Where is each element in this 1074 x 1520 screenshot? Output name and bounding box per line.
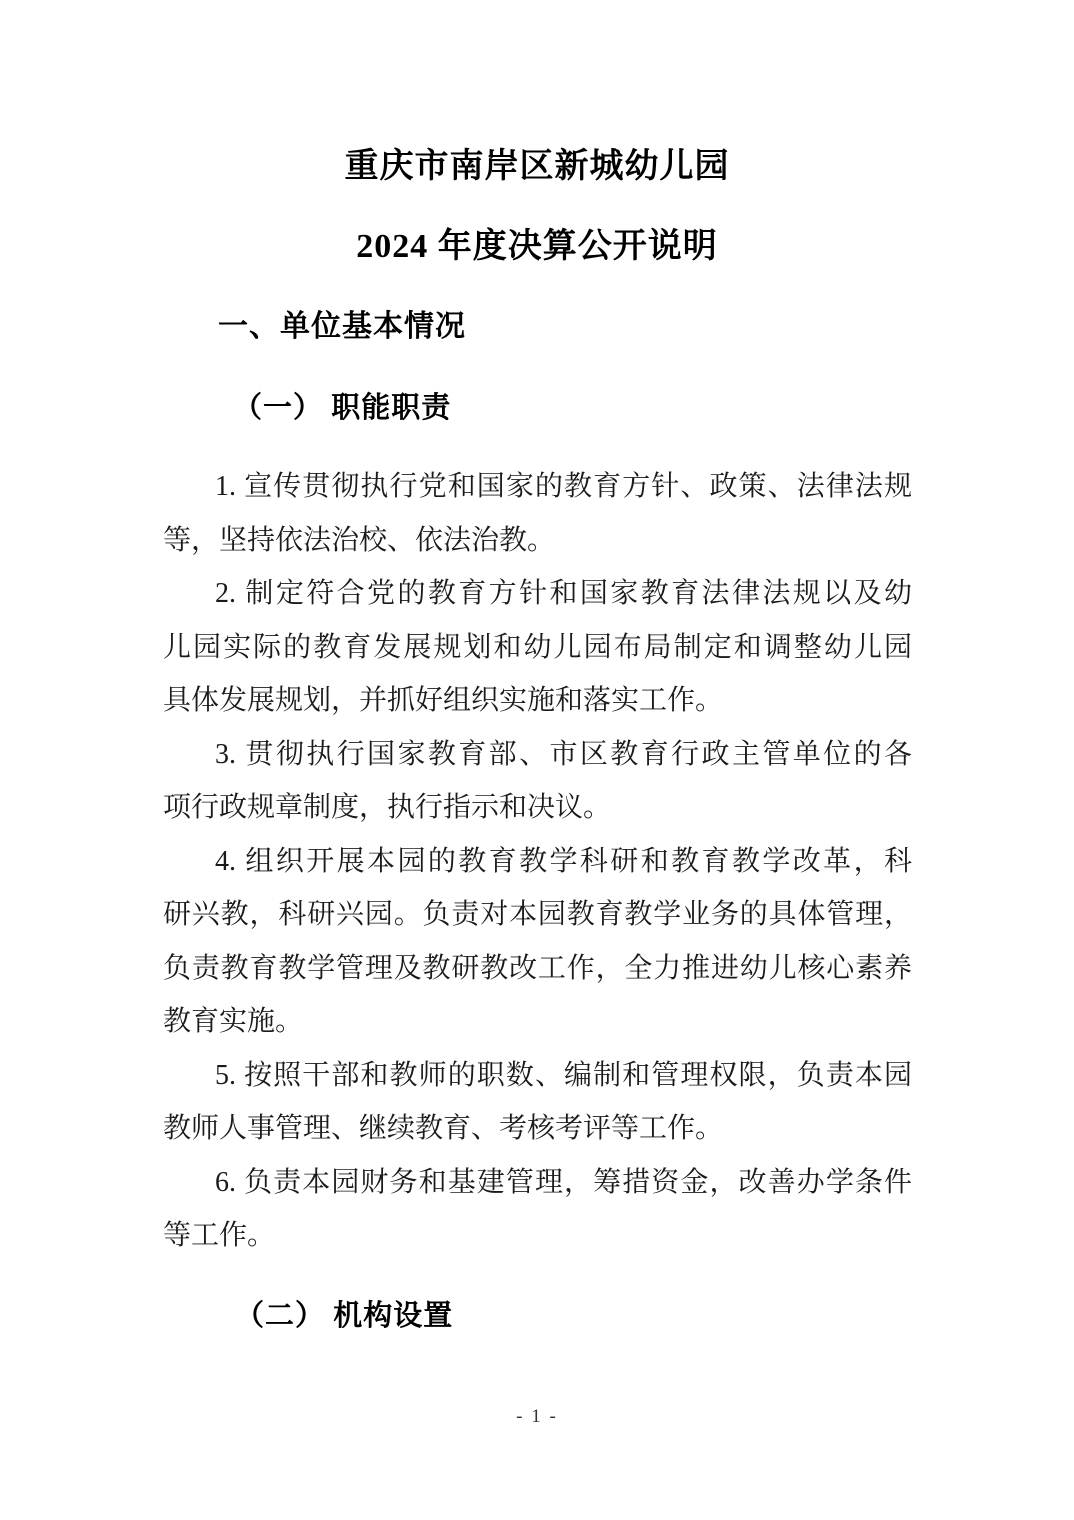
subsection-heading-functions: （一） 职能职责 [233,392,452,424]
paragraph-4-line-1: 4. 组织开展本园的教育教学科研和教育教学改革，科 [215,845,912,877]
subsection-heading-organization: （二） 机构设置 [235,1300,454,1332]
paragraph-5-line-2: 教师人事管理、继续教育、考核考评等工作。 [163,1113,724,1144]
paragraph-2-line-3: 具体发展规划，并抓好组织实施和落实工作。 [163,685,724,716]
page-number: - 1 - [516,1406,558,1427]
document-subtitle: 2024 年度决算公开说明 [356,228,718,265]
paragraph-6-line-1: 6. 负责本园财务和基建管理，筹措资金，改善办学条件 [215,1166,912,1198]
paragraph-1-line-2: 等，坚持依法治校、依法治教。 [163,524,556,556]
document-body [163,460,912,1263]
paragraph-4-line-3: 负责教育教学管理及教研教改工作，全力推进幼儿核心素养 [163,952,912,984]
section-heading-basic-info: 一、单位基本情况 [218,310,466,343]
document-title: 重庆市南岸区新城幼儿园 [344,148,730,185]
paragraph-3-line-2: 项行政规章制度，执行指示和决议。 [163,792,612,823]
paragraph-4-line-4: 教育实施。 [163,1006,304,1037]
paragraph-1-line-1: 1. 宣传贯彻执行党和国家的教育方针、政策、法律法规 [215,471,912,502]
paragraph-3-line-1: 3. 贯彻执行国家教育部、市区教育行政主管单位的各 [215,738,912,770]
paragraph-4-line-2: 研兴教，科研兴园。负责对本园教育教学业务的具体管理， [163,899,912,930]
paragraph-2-line-1: 2. 制定符合党的教育方针和国家教育法律法规以及幼 [215,578,912,609]
paragraph-6-line-2: 等工作。 [163,1220,276,1251]
paragraph-5-line-1: 5. 按照干部和教师的职数、编制和管理权限，负责本园 [215,1059,912,1091]
paragraph-2-line-2: 儿园实际的教育发展规划和幼儿园布局制定和调整幼儿园 [163,631,912,663]
